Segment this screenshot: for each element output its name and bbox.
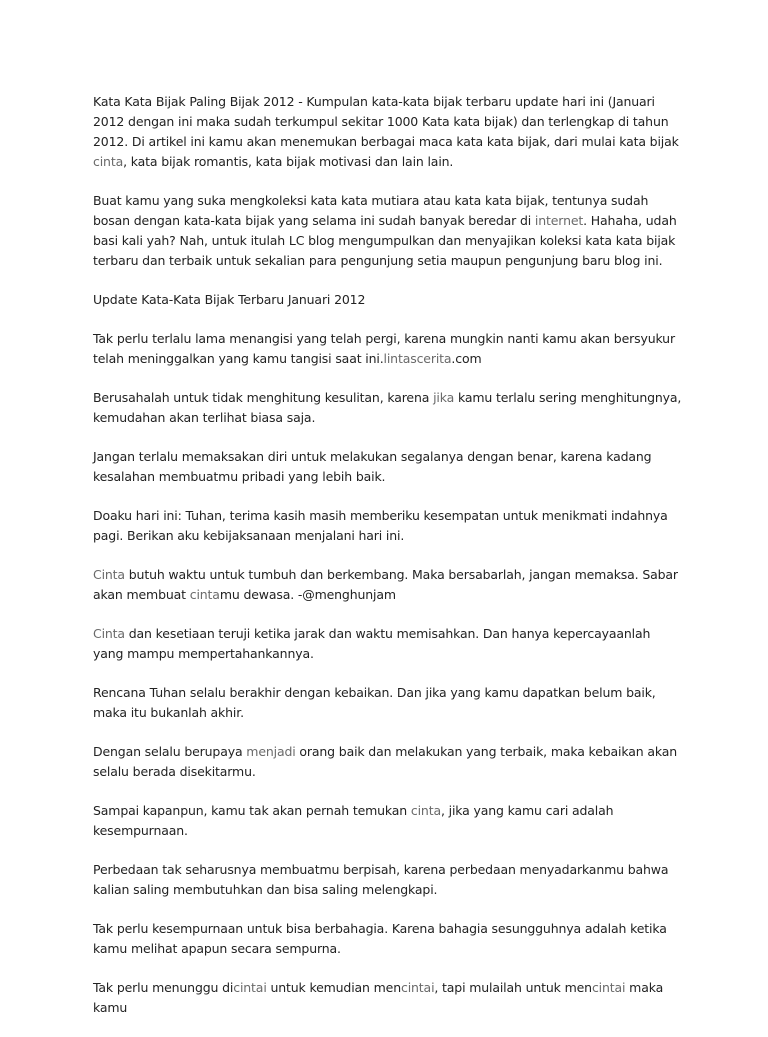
quote-5: [93, 565, 683, 605]
quote-6-text-1: dan kesetiaan teruji ketika jarak dan waktu memisahkan. Dan hanya kepercayaanlah yang mampu mempertahankannya.: [93, 626, 651, 661]
intro-paragraph: [93, 92, 683, 172]
link-cinta[interactable]: cinta: [93, 154, 124, 169]
quote-9-text-2: , jika yang kamu cari adalah kesempurnaan.: [93, 803, 614, 838]
link-cintai-1[interactable]: cintai: [233, 980, 267, 995]
quote-5-text-2: mu dewasa. -@menghunjam: [219, 587, 396, 602]
collector-text-2: . Hahaha, udah basi kali yah? Nah, untuk itulah LC blog mengumpulkan dan menyajikan koleksi kata kata bijak terbaru dan terbaik untuk sekalian para pengunjung setia maupun pengunjung baru blog ini.: [93, 213, 677, 268]
quote-11: Tak perlu kesempurnaan untuk bisa berbahagia. Karena bahagia sesungguhnya adalah ketika kamu melihat apapun secara sempurna.: [93, 921, 667, 956]
quote-9-text-1: Sampai kapanpun, kamu tak akan pernah temukan: [93, 803, 411, 818]
intro-text-1: Kata Kata Bijak Paling Bijak 2012 - Kumpulan kata-kata bijak terbaru update hari ini (Januari 2012 dengan ini maka sudah terkumpul sekitar 1000 Kata kata bijak) dan terlengkap di tahun 2012. Di artikel ini kamu akan menemukan berbagai maca kata kata bijak, dari mulai kata bijak: [93, 94, 679, 149]
link-menjadi[interactable]: menjadi: [246, 744, 296, 759]
quote-6: [93, 624, 683, 664]
quote-5-text-1: butuh waktu untuk tumbuh dan berkembang. Maka bersabarlah, jangan memaksa. Sabar akan membuat: [93, 567, 678, 602]
link-cinta-6[interactable]: Cinta: [93, 626, 125, 641]
quote-12-text-4: maka kamu: [93, 980, 664, 1015]
collector-paragraph: [93, 191, 683, 271]
link-cinta-9[interactable]: cinta: [410, 803, 441, 818]
quote-8-text-1: Dengan selalu berupaya: [93, 744, 247, 759]
quote-12: [93, 978, 683, 1018]
quote-1-text-1: Tak perlu terlalu lama menangisi yang telah pergi, karena mungkin nanti kamu akan bersyukur telah meninggalkan yang kamu tangisi saat ini.: [93, 331, 675, 366]
quote-1: [93, 329, 683, 369]
quote-2-text-1: Berusahalah untuk tidak menghitung kesulitan, karena: [93, 390, 434, 405]
link-jika[interactable]: jika: [433, 390, 455, 405]
link-cintai-2[interactable]: cintai: [400, 980, 435, 995]
section-heading: Update Kata-Kata Bijak Terbaru Januari 2012: [93, 292, 366, 307]
quote-1-text-2: .com: [451, 351, 482, 366]
quote-9: [93, 801, 683, 841]
quote-3: Jangan terlalu memaksakan diri untuk melakukan segalanya dengan benar, karena kadang kesalahan membuatmu pribadi yang lebih baik.: [93, 449, 652, 484]
document-page: [93, 92, 683, 1037]
link-cinta-5a[interactable]: Cinta: [93, 567, 125, 582]
link-internet[interactable]: internet: [534, 213, 584, 228]
link-cinta-5b[interactable]: cinta: [189, 587, 220, 602]
quote-12-text-2: untuk kemudian men: [266, 980, 401, 995]
quote-2-text-2: kamu terlalu sering menghitungnya, kemudahan akan terlihat biasa saja.: [93, 390, 682, 425]
quote-12-text-3: , tapi mulailah untuk men: [434, 980, 592, 995]
link-lintascerita[interactable]: lintascerita: [383, 351, 452, 366]
link-cintai-3[interactable]: cintai: [591, 980, 626, 995]
quote-12-text-1: Tak perlu menunggu di: [93, 980, 234, 995]
quote-8: [93, 742, 683, 782]
quote-4: Doaku hari ini: Tuhan, terima kasih masih memberiku kesempatan untuk menikmati indahnya pagi. Berikan aku kebijaksanaan menjalani hari ini.: [93, 508, 668, 543]
quote-7: Rencana Tuhan selalu berakhir dengan kebaikan. Dan jika yang kamu dapatkan belum baik, maka itu bukanlah akhir.: [93, 685, 656, 720]
intro-text-2: , kata bijak romantis, kata bijak motivasi dan lain lain.: [123, 154, 454, 169]
quote-8-text-2: orang baik dan melakukan yang terbaik, maka kebaikan akan selalu berada disekitarmu.: [93, 744, 677, 779]
quote-2: [93, 388, 683, 428]
collector-text-1: Buat kamu yang suka mengkoleksi kata kata mutiara atau kata kata bijak, tentunya sudah bosan dengan kata-kata bijak yang selama ini sudah banyak beredar di: [93, 193, 649, 228]
quote-10: Perbedaan tak seharusnya membuatmu berpisah, karena perbedaan menyadarkanmu bahwa kalian saling membutuhkan dan bisa saling melengkapi.: [93, 862, 669, 897]
